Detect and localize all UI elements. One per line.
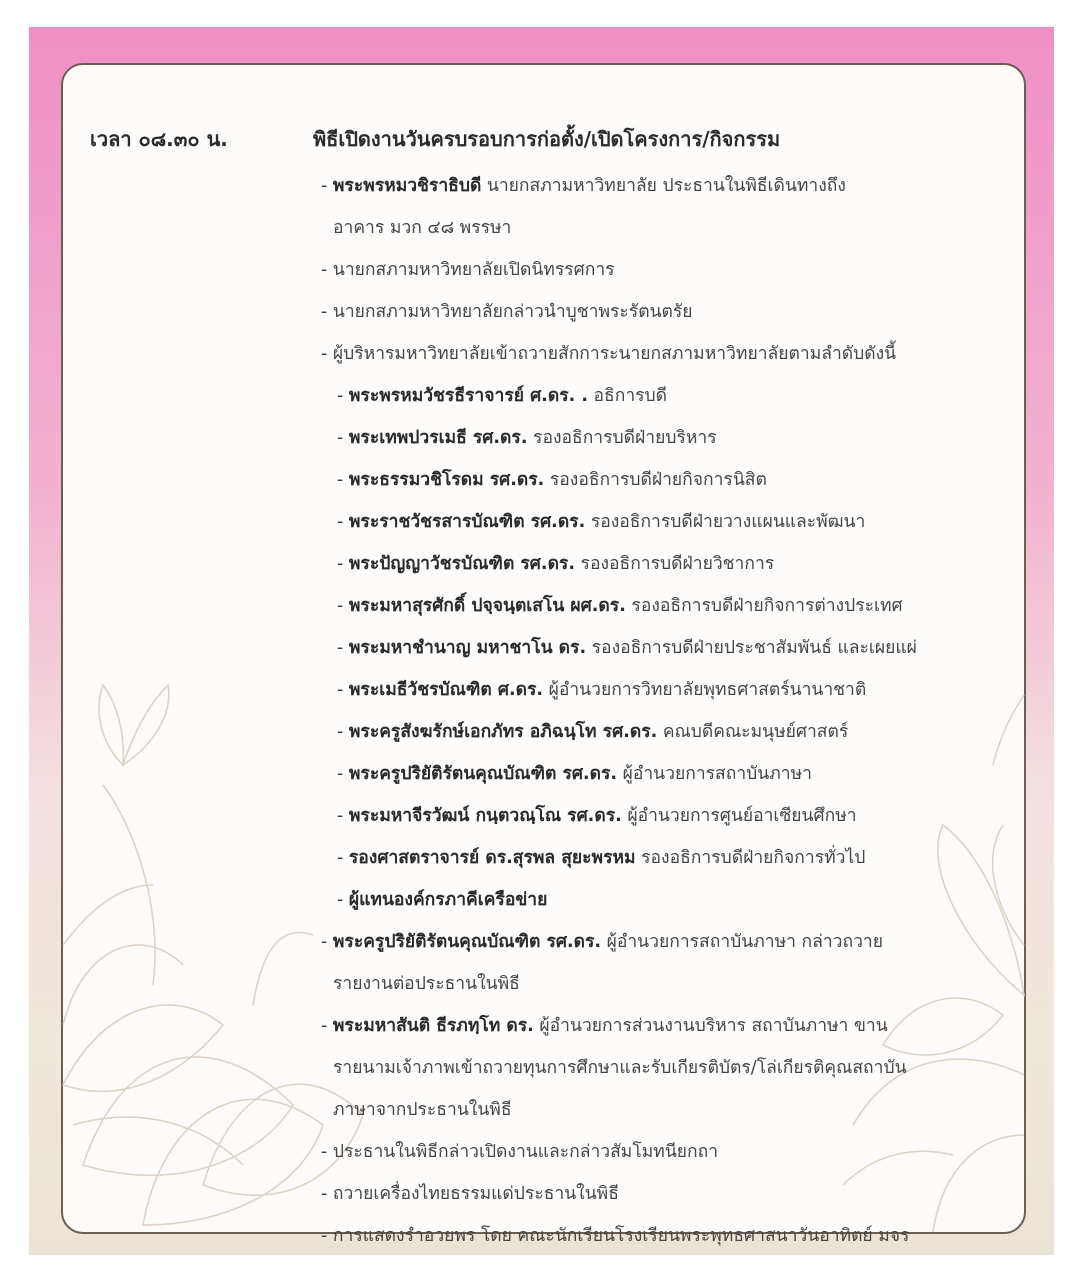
- bullet: -: [321, 932, 333, 952]
- person-name: พระมหาสุรศักดิ์ ปจฺจนฺตเสโน ผศ.ดร.: [348, 596, 626, 616]
- item-text: ผู้อำนวยการวิทยาลัยพุทธศาสตร์นานาชาติ: [543, 680, 867, 700]
- person-name: พระธรรมวชิโรดม รศ.ดร.: [348, 470, 545, 490]
- item-text: ผู้บริหารมหาวิทยาลัยเข้าถวายสักการะนายกสภามหาวิทยาลัยตามลำดับดังนี้: [332, 344, 897, 364]
- list-item: [321, 249, 1011, 291]
- event-title: พิธีเปิดงานวันครบรอบการก่อตั้ง/เปิดโครงการ/กิจกรรม: [313, 127, 781, 151]
- bullet: -: [321, 344, 333, 364]
- schedule-time: เวลา ๐๘.๓๐ น.: [90, 127, 228, 151]
- bullet: -: [321, 1226, 333, 1246]
- person-name: พระพรหมวัชรธีราจารย์ ศ.ดร. .: [348, 386, 588, 406]
- list-item: [321, 501, 1011, 543]
- item-text: รายงานต่อประธานในพิธี: [333, 974, 520, 994]
- list-item: [321, 753, 1011, 795]
- bullet: -: [337, 470, 349, 490]
- list-item: [321, 1005, 1011, 1047]
- item-text: รองอธิการบดีฝ่ายวิชาการ: [574, 554, 775, 574]
- person-name: พระมหาชำนาญ มหาชาโน ดร.: [348, 638, 587, 658]
- item-text: รองอธิการบดีฝ่ายวางแผนและพัฒนา: [585, 512, 866, 532]
- item-text: คณบดีคณะมนุษย์ศาสตร์: [657, 722, 849, 742]
- list-item: [321, 1089, 1011, 1131]
- list-item: [321, 585, 1011, 627]
- list-item: [321, 627, 1011, 669]
- list-item: [321, 711, 1011, 753]
- bullet: -: [337, 428, 349, 448]
- list-item: [321, 207, 1011, 249]
- item-text: รองอธิการบดีฝ่ายบริหาร: [527, 428, 717, 448]
- item-text: รองอธิการบดีฝ่ายกิจการต่างประเทศ: [625, 596, 903, 616]
- item-text: รองอธิการบดีฝ่ายกิจการนิสิต: [544, 470, 767, 490]
- list-item: [321, 165, 1011, 207]
- bullet: -: [337, 764, 349, 784]
- bullet: -: [337, 596, 349, 616]
- person-name: พระราชวัชรสารบัณฑิต รศ.ดร.: [348, 512, 586, 532]
- item-text: การแสดงรำอวยพร โดย คณะนักเรียนโรงเรียนพระพุทธศาสนาวันอาทิตย์ มจร: [332, 1226, 910, 1246]
- list-item: [321, 1131, 1011, 1173]
- item-text: อาคาร มวก ๔๘ พรรษา: [333, 218, 512, 238]
- bullet: -: [337, 638, 349, 658]
- person-name: พระครูปริยัติรัตนคุณบัณฑิต รศ.ดร.: [348, 764, 618, 784]
- person-name: พระมหาจีรวัฒน์ กนฺตวณฺโณ รศ.ดร.: [348, 806, 622, 826]
- bullet: -: [321, 1016, 333, 1036]
- pink-gradient-frame: [29, 27, 1054, 1255]
- list-item: [321, 837, 1011, 879]
- bullet: -: [337, 890, 349, 910]
- item-text: รายนามเจ้าภาพเข้าถวายทุนการศึกษาและรับเกียรติบัตร/โล่เกียรติคุณสถาบัน: [333, 1058, 907, 1078]
- list-item: [321, 669, 1011, 711]
- bullet: -: [321, 302, 333, 322]
- person-name: พระเทพปวรเมธี รศ.ดร.: [348, 428, 528, 448]
- item-text: นายกสภามหาวิทยาลัย ประธานในพิธีเดินทางถึง: [481, 176, 846, 196]
- list-item: [321, 795, 1011, 837]
- bullet: -: [337, 806, 349, 826]
- item-text: รองอธิการบดีฝ่ายประชาสัมพันธ์ และเผยแผ่: [586, 638, 917, 658]
- list-item: [321, 1173, 1011, 1215]
- list-item: [321, 459, 1011, 501]
- person-name: พระปัญญาวัชรบัณฑิต รศ.ดร.: [348, 554, 575, 574]
- item-text: นายกสภามหาวิทยาลัยกล่าวนำบูชาพระรัตนตรัย: [332, 302, 693, 322]
- list-item: [321, 543, 1011, 585]
- list-item: [321, 375, 1011, 417]
- bullet: -: [321, 260, 333, 280]
- bullet: -: [321, 1142, 333, 1162]
- program-list: [321, 165, 1011, 1257]
- person-name: รองศาสตราจารย์ ดร.สุรพล สุยะพรหม: [348, 848, 636, 868]
- list-item: [321, 333, 1011, 375]
- item-text: ผู้อำนวยการศูนย์อาเซียนศึกษา: [621, 806, 857, 826]
- person-name: พระมหาสันติ ธีรภทฺโท ดร.: [332, 1016, 534, 1036]
- list-item: [321, 879, 1011, 921]
- list-item: [321, 1215, 1011, 1257]
- person-name: พระเมธีวัชรบัณฑิต ศ.ดร.: [348, 680, 544, 700]
- bullet: -: [337, 722, 349, 742]
- bullet: -: [321, 1184, 333, 1204]
- person-name: พระครูสังฆรักษ์เอกภัทร อภิฉนฺโท รศ.ดร.: [348, 722, 658, 742]
- person-name: พระพรหมวชิราธิบดี: [332, 176, 482, 196]
- schedule-card: [61, 63, 1026, 1246]
- bullet: -: [337, 512, 349, 532]
- list-item: [321, 291, 1011, 333]
- item-text: ประธานในพิธีกล่าวเปิดงานและกล่าวสัมโมทนียกถา: [332, 1142, 719, 1162]
- bullet: -: [321, 176, 333, 196]
- item-text: ผู้อำนวยการสถาบันภาษา กล่าวถวาย: [601, 932, 883, 952]
- list-item: [321, 963, 1011, 1005]
- list-item: [321, 921, 1011, 963]
- list-item: [321, 417, 1011, 459]
- item-text: รองอธิการบดีฝ่ายกิจการทั่วไป: [635, 848, 866, 868]
- item-text: ภาษาจากประธานในพิธี: [333, 1100, 512, 1120]
- bullet: -: [337, 848, 349, 868]
- bullet: -: [337, 680, 349, 700]
- item-text: อธิการบดี: [587, 386, 668, 406]
- item-text: ถวายเครื่องไทยธรรมแด่ประธานในพิธี: [332, 1184, 619, 1204]
- item-text: ผู้อำนวยการส่วนงานบริหาร สถาบันภาษา ขาน: [533, 1016, 888, 1036]
- item-text: นายกสภามหาวิทยาลัยเปิดนิทรรศการ: [332, 260, 615, 280]
- person-name: พระครูปริยัติรัตนคุณบัณฑิต รศ.ดร.: [332, 932, 602, 952]
- bullet: -: [337, 554, 349, 574]
- list-item: [321, 1047, 1011, 1089]
- bullet: -: [337, 386, 349, 406]
- item-text: ผู้อำนวยการสถาบันภาษา: [617, 764, 812, 784]
- person-name: ผู้แทนองค์กรภาคีเครือข่าย: [348, 890, 548, 910]
